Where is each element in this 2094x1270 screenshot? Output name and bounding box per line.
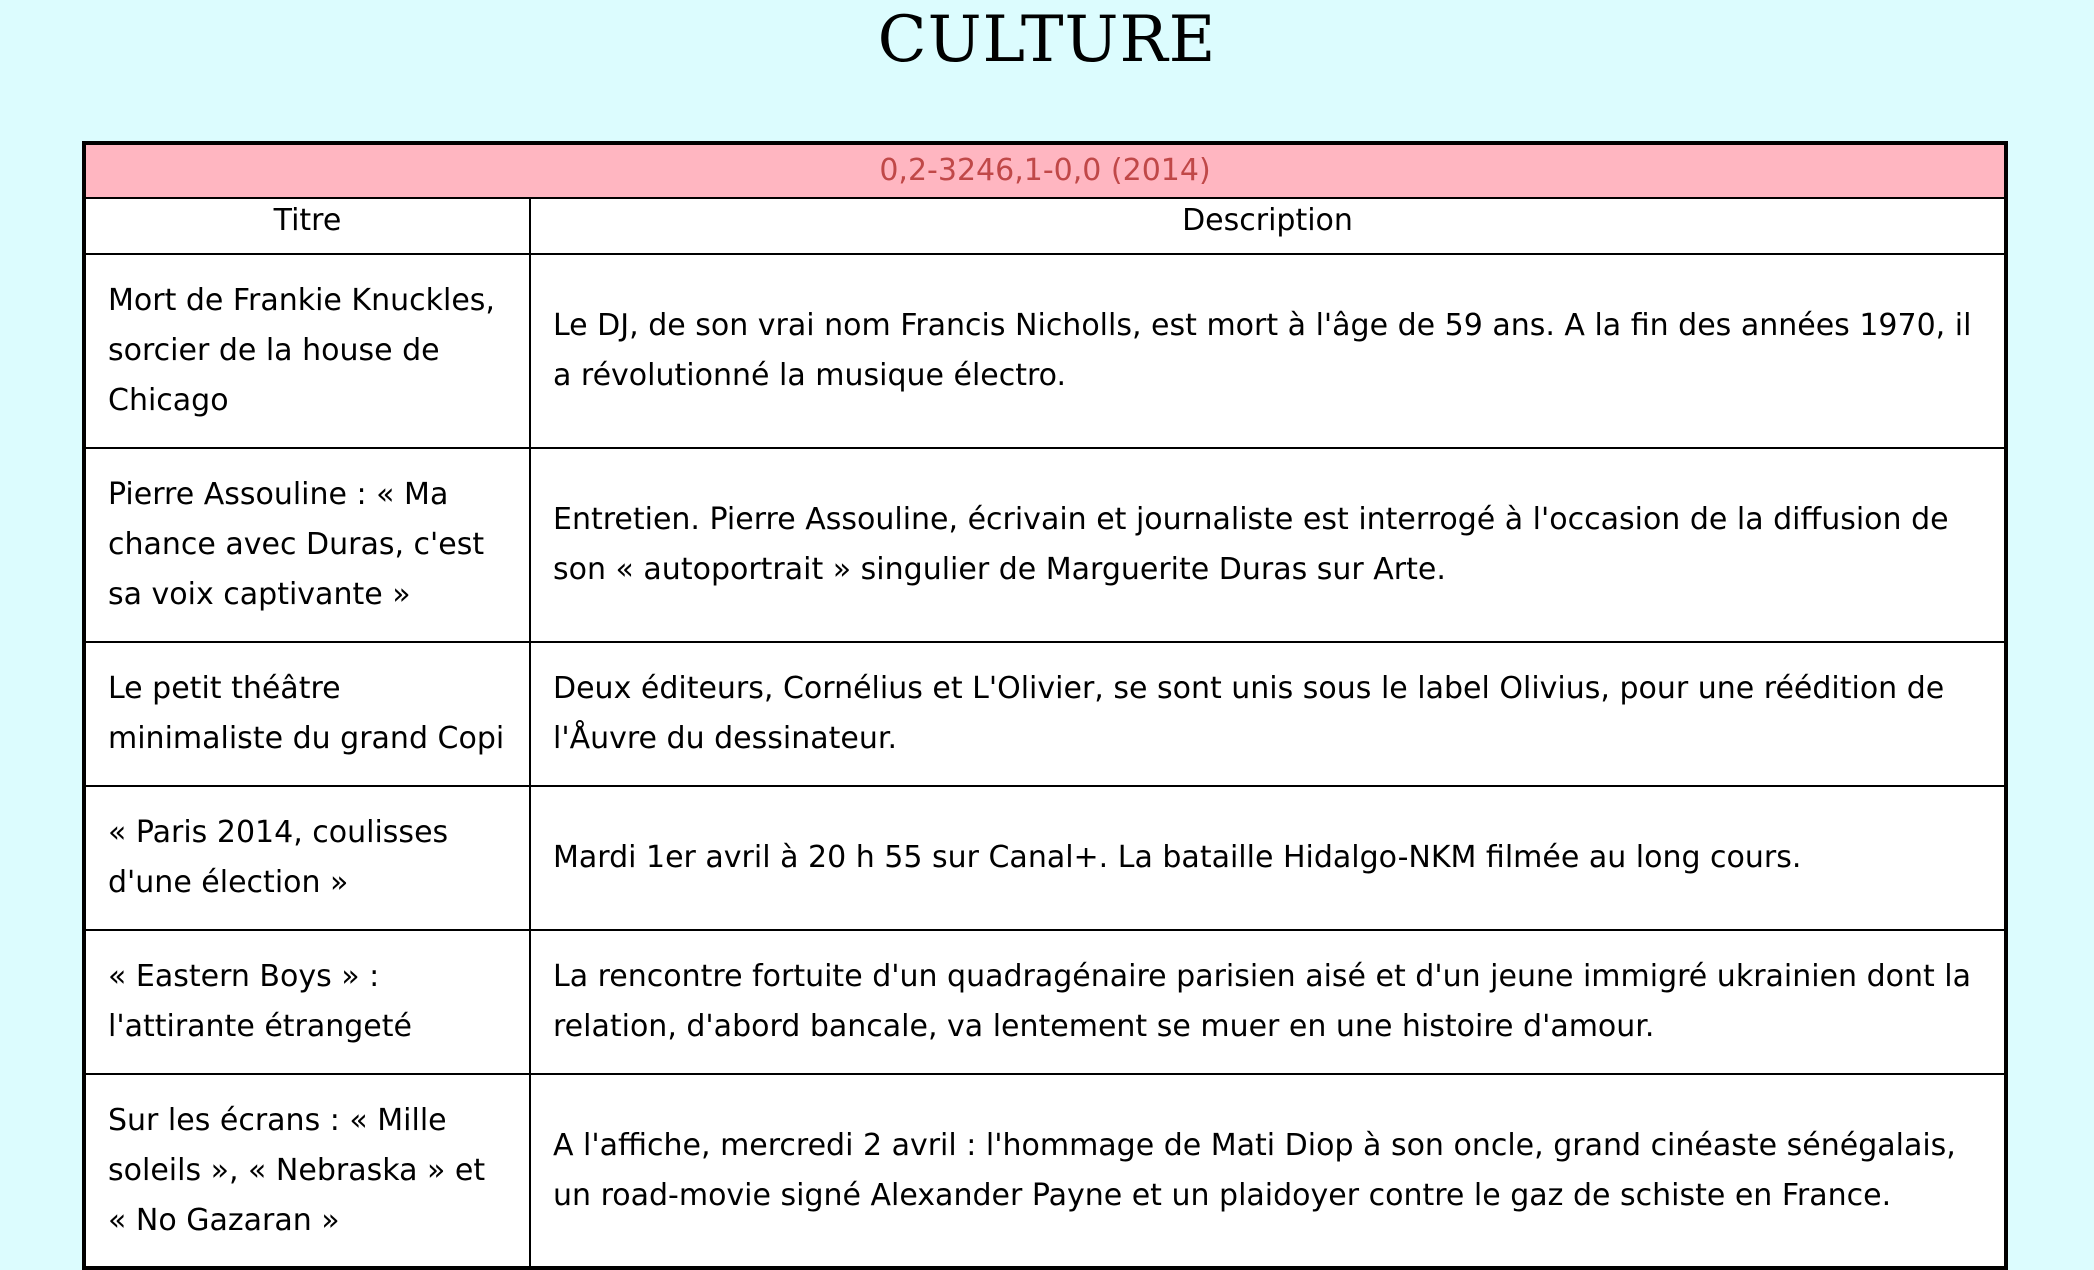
table-row (84, 786, 2006, 930)
row-title: « Paris 2014, coulisses d'une élection » (84, 786, 530, 930)
table-row (84, 254, 2006, 448)
row-description: Deux éditeurs, Cornélius et L'Olivier, se sont unis sous le label Olivius, pour une réédition de l'Åuvre du dessinateur. (530, 642, 2006, 786)
header-title: Titre (84, 198, 530, 254)
table-row (84, 448, 2006, 642)
row-title: Pierre Assouline : « Ma chance avec Duras, c'est sa voix captivante » (84, 448, 530, 642)
table-row (84, 642, 2006, 786)
header-description: Description (530, 198, 2006, 254)
row-description: La rencontre fortuite d'un quadragénaire parisien aisé et d'un jeune immigré ukrainien dont la relation, d'abord bancale, va lentement se muer en une histoire d'amour. (530, 930, 2006, 1074)
table-header-row (84, 198, 2006, 254)
row-title: « Eastern Boys » : l'attirante étrangeté (84, 930, 530, 1074)
culture-table (82, 141, 2008, 1270)
row-description: Le DJ, de son vrai nom Francis Nicholls, est mort à l'âge de 59 ans. A la fin des années 1970, il a révolutionné la musique électro. (530, 254, 2006, 448)
row-description: Entretien. Pierre Assouline, écrivain et journaliste est interrogé à l'occasion de la diffusion de son « autoportrait » singulier de Marguerite Duras sur Arte. (530, 448, 2006, 642)
table-caption: 0,2-3246,1-0,0 (2014) (84, 143, 2006, 198)
table-row (84, 930, 2006, 1074)
row-title: Mort de Frankie Knuckles, sorcier de la house de Chicago (84, 254, 530, 448)
table-caption-row (84, 143, 2006, 198)
row-title: Sur les écrans : « Mille soleils », « Nebraska » et « No Gazaran » (84, 1074, 530, 1268)
row-description: A l'affiche, mercredi 2 avril : l'hommage de Mati Diop à son oncle, grand cinéaste sénégalais, un road-movie signé Alexander Payne et un plaidoyer contre le gaz de schiste en France. (530, 1074, 2006, 1268)
row-title: Le petit théâtre minimaliste du grand Copi (84, 642, 530, 786)
page-title: CULTURE (877, 3, 1217, 77)
table-row (84, 1074, 2006, 1268)
row-description: Mardi 1er avril à 20 h 55 sur Canal+. La bataille Hidalgo-NKM filmée au long cours. (530, 786, 2006, 930)
